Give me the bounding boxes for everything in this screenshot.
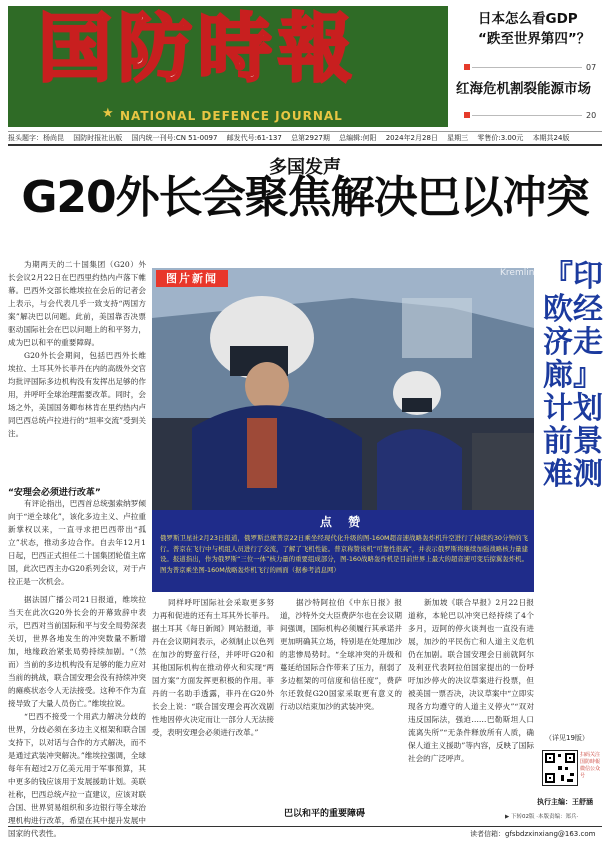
page-marker-icon xyxy=(464,112,470,118)
divider xyxy=(472,115,582,116)
lead-text xyxy=(8,258,146,482)
footer-divider xyxy=(8,826,602,827)
info-publisher: 国防时报社出版 xyxy=(73,134,123,142)
teaser-gdp-line1[interactable]: 日本怎么看GDP xyxy=(478,11,578,27)
body-paragraph: “巴西不接受一个用武力解决分歧的世界，分歧必须在多边主义框架和联合国支持下，以对话与合作的方式解决，而不是通过武装冲突解决。”维埃拉强调，全球每年有超过2万亿美元用于军事预算，其中更多的钱应该用于发展援助计划。美联社称，巴西总统卢拉一直建议，应该对联合国、世界贸易组织和多边银行等全球治理机构进行改革，希望在其中提升发展中国家的代表性。 xyxy=(8,712,146,838)
photo-watermark: Kremlin xyxy=(500,268,535,278)
info-postal-code: 邮发代号:61-137 xyxy=(226,134,282,142)
qr-code-icon[interactable] xyxy=(542,750,578,786)
info-weekday: 星期三 xyxy=(447,134,469,142)
col3-body xyxy=(280,596,402,804)
info-cn-number: 国内统一刊号:CN 51-0097 xyxy=(131,134,218,142)
teaser-redsea-page: 20 xyxy=(586,111,597,120)
qr-note: 扫码关注国防時報微信公众号 xyxy=(580,752,601,779)
teaser-gdp-page: 07 xyxy=(586,63,597,72)
col1-lower xyxy=(8,593,146,838)
star-icon: ★ xyxy=(102,106,114,121)
body-paragraph: 新加坡《联合早报》2月22日报道称，本轮巴以冲突已经持续了4个多月，迈阿的停火谈判也一直没有进展，加沙的平民伤亡和人道主义危机仍在加剧。联合国安理会日前就阿尔及利亚代表阿拉伯国家提出的一份呼吁加沙停火的决议草案进行投票，但被美国一票否决，决议草案中“立即实现各方均遵守的人道主义停火”“双对违反国际法，强迫……巴勒斯坦人口流离失所”“无条件释放所有人质，确保人道主义援助”等内容，反映了国际社会的广泛呼声。 xyxy=(408,598,534,763)
divider xyxy=(472,67,582,68)
body-paragraph: 据沙特阿拉伯《中东日报》报道，沙特外交大臣费萨尔也在会议期间强调，国际机构必须履行其承诺并更加明确其立场，特别是在处理加沙的悲惨局势时。“全球冲突的升级和蔓延给国际合作带来了压力，削弱了多边框架的可信度和信任度”，费萨尔还敦促G20国家采取更有意义的行动以结束加沙的武装冲突。 xyxy=(280,598,402,711)
info-issue-number: 总第2927期 xyxy=(291,134,330,142)
body-paragraph: 有评论指出，巴西首总统强索纳罗倾向于“逆全球化”，该化多边主义、卢拉重新掌权以来，一直寻求把巴西带出“孤立”状态，推动多边合作。自去年12月1日起，巴西正式担任二十国集团轮值主席国，此次巴西主办G20系列会议，对于卢拉正是一次机会。 xyxy=(8,499,146,586)
body-paragraph: 同样呼吁国际社会采取更多努力再和促进的还有土耳其外长菲丹。据土耳其《每日新闻》网站报道，菲丹在会议期间表示，必须制止以色列在加沙的野蛮行径，并呼吁G20和其他国际机构在推动停火和实现“两国方案”方面发挥更积极的作用。菲丹的一名助手透露，菲丹在G20外长会上说：“联合国安理会再次戏剧性地因停火决定而让一部分人无法接受，表明安理会必须进行改革。” xyxy=(152,598,274,737)
photo-caption-title: 点 赞 xyxy=(319,515,367,529)
lead-paragraph: 为期两天的二十国集团（G20）外长会议2月22日在巴西里约热内卢落下帷幕。巴西外交部长维埃拉在会后的记者会上表示，与会代表几乎一致支持“两国方案”解决巴以问题。此前，美国靠否决票驱动国际社会在巴以问题上的和平努力，成为巴以和平的重要障碍。 xyxy=(8,260,146,347)
main-headline[interactable]: G20外长会聚焦解决巴以冲突 xyxy=(21,172,589,223)
info-editor-in-chief: 总编辑:何阳 xyxy=(339,134,377,142)
reader-mailbox[interactable]: 读者信箱：gfsbdzxinxiang@163.com xyxy=(470,830,596,838)
info-date: 2024年2月28日 xyxy=(385,134,438,142)
teaser-redsea[interactable]: 红海危机割裂能源市场 xyxy=(456,81,591,97)
page-marker-icon xyxy=(464,64,470,70)
side-headline-ref: （详见19版） xyxy=(545,734,589,742)
news-photo xyxy=(152,268,534,510)
masthead-english: NATIONAL DEFENCE JOURNAL xyxy=(120,109,343,123)
info-calligraphy: 报头题字：杨尚昆 xyxy=(8,134,64,142)
info-price: 零售价:3.00元 xyxy=(477,134,524,142)
side-headline[interactable]: 『印欧经济走廊』计划前景难测 xyxy=(543,259,603,492)
issue-info-bar xyxy=(8,131,602,146)
lead-paragraph: G20外长会期间，包括巴西外长维埃拉、土耳其外长菲丹在内的高级外交官均批评国际多边机构没有发挥出足够的作用，并呼吁全球治理需要改革。同时，会场之外，美国国务卿布林肯在里约热内卢同巴西总统卢拉进行的“坦率交流”受到关注。 xyxy=(8,351,146,438)
section-title: 巴以和平的重要障碍 xyxy=(284,809,366,819)
col2-body xyxy=(152,596,274,818)
executive-editor: 执行主编：王舒涵 xyxy=(537,798,593,806)
kicker: 多国发声 xyxy=(269,157,341,178)
col4-body xyxy=(408,596,534,818)
cockpit-illustration xyxy=(152,268,534,510)
continued-note: ▶ 下转02版 ·本版责编：郑兵· xyxy=(505,814,579,820)
photo-tag: 图片新闻 xyxy=(156,270,228,287)
qr-pattern xyxy=(543,751,577,785)
section-title: “安理会必须进行改革” xyxy=(8,488,101,498)
body-paragraph: 据法国广播公司21日报道，维埃拉当天在此次G20外长会的开幕致辞中表示，巴西对当前国际和平与安全局势深表关切，世界各地发生的冲突数量不断增加，地缘政治紧张局势持续加剧。“（然而）当前的多边机构没有足够的能力应对当前的挑战，联合国安理会没有持续冲突的瘫痪状态令人无法接受。这种不作为直接导致了大量人员伤亡。”维埃拉说。 xyxy=(8,595,146,708)
info-page-count: 本期共24版 xyxy=(532,134,570,142)
teaser-gdp-line2[interactable]: “跌至世界第四”？ xyxy=(478,31,591,47)
masthead xyxy=(8,6,448,127)
photo-caption: 俄罗斯卫星社2月23日报道，俄罗斯总统普京22日乘坐经现代化升级的图-160M超音速战略轰炸机升空进行了持续约30分钟的飞行。普京在飞行中与机组人员进行了交流，了解了飞机性能。普京称赞该机“可靠性很高”，并表示俄罗斯将继续加强战略核力量建设。报道指出，作为俄罗斯“三位一体”核力量的重要组成部分，图-160战略轰炸机是目前世界上最大的超音速可变后掠翼轰炸机。图为普京乘坐图-160M战略轰炸机飞行的画面（据参考消息网） xyxy=(160,534,528,574)
col1-body xyxy=(8,497,146,589)
masthead-logo: 国防時報 xyxy=(38,6,358,92)
